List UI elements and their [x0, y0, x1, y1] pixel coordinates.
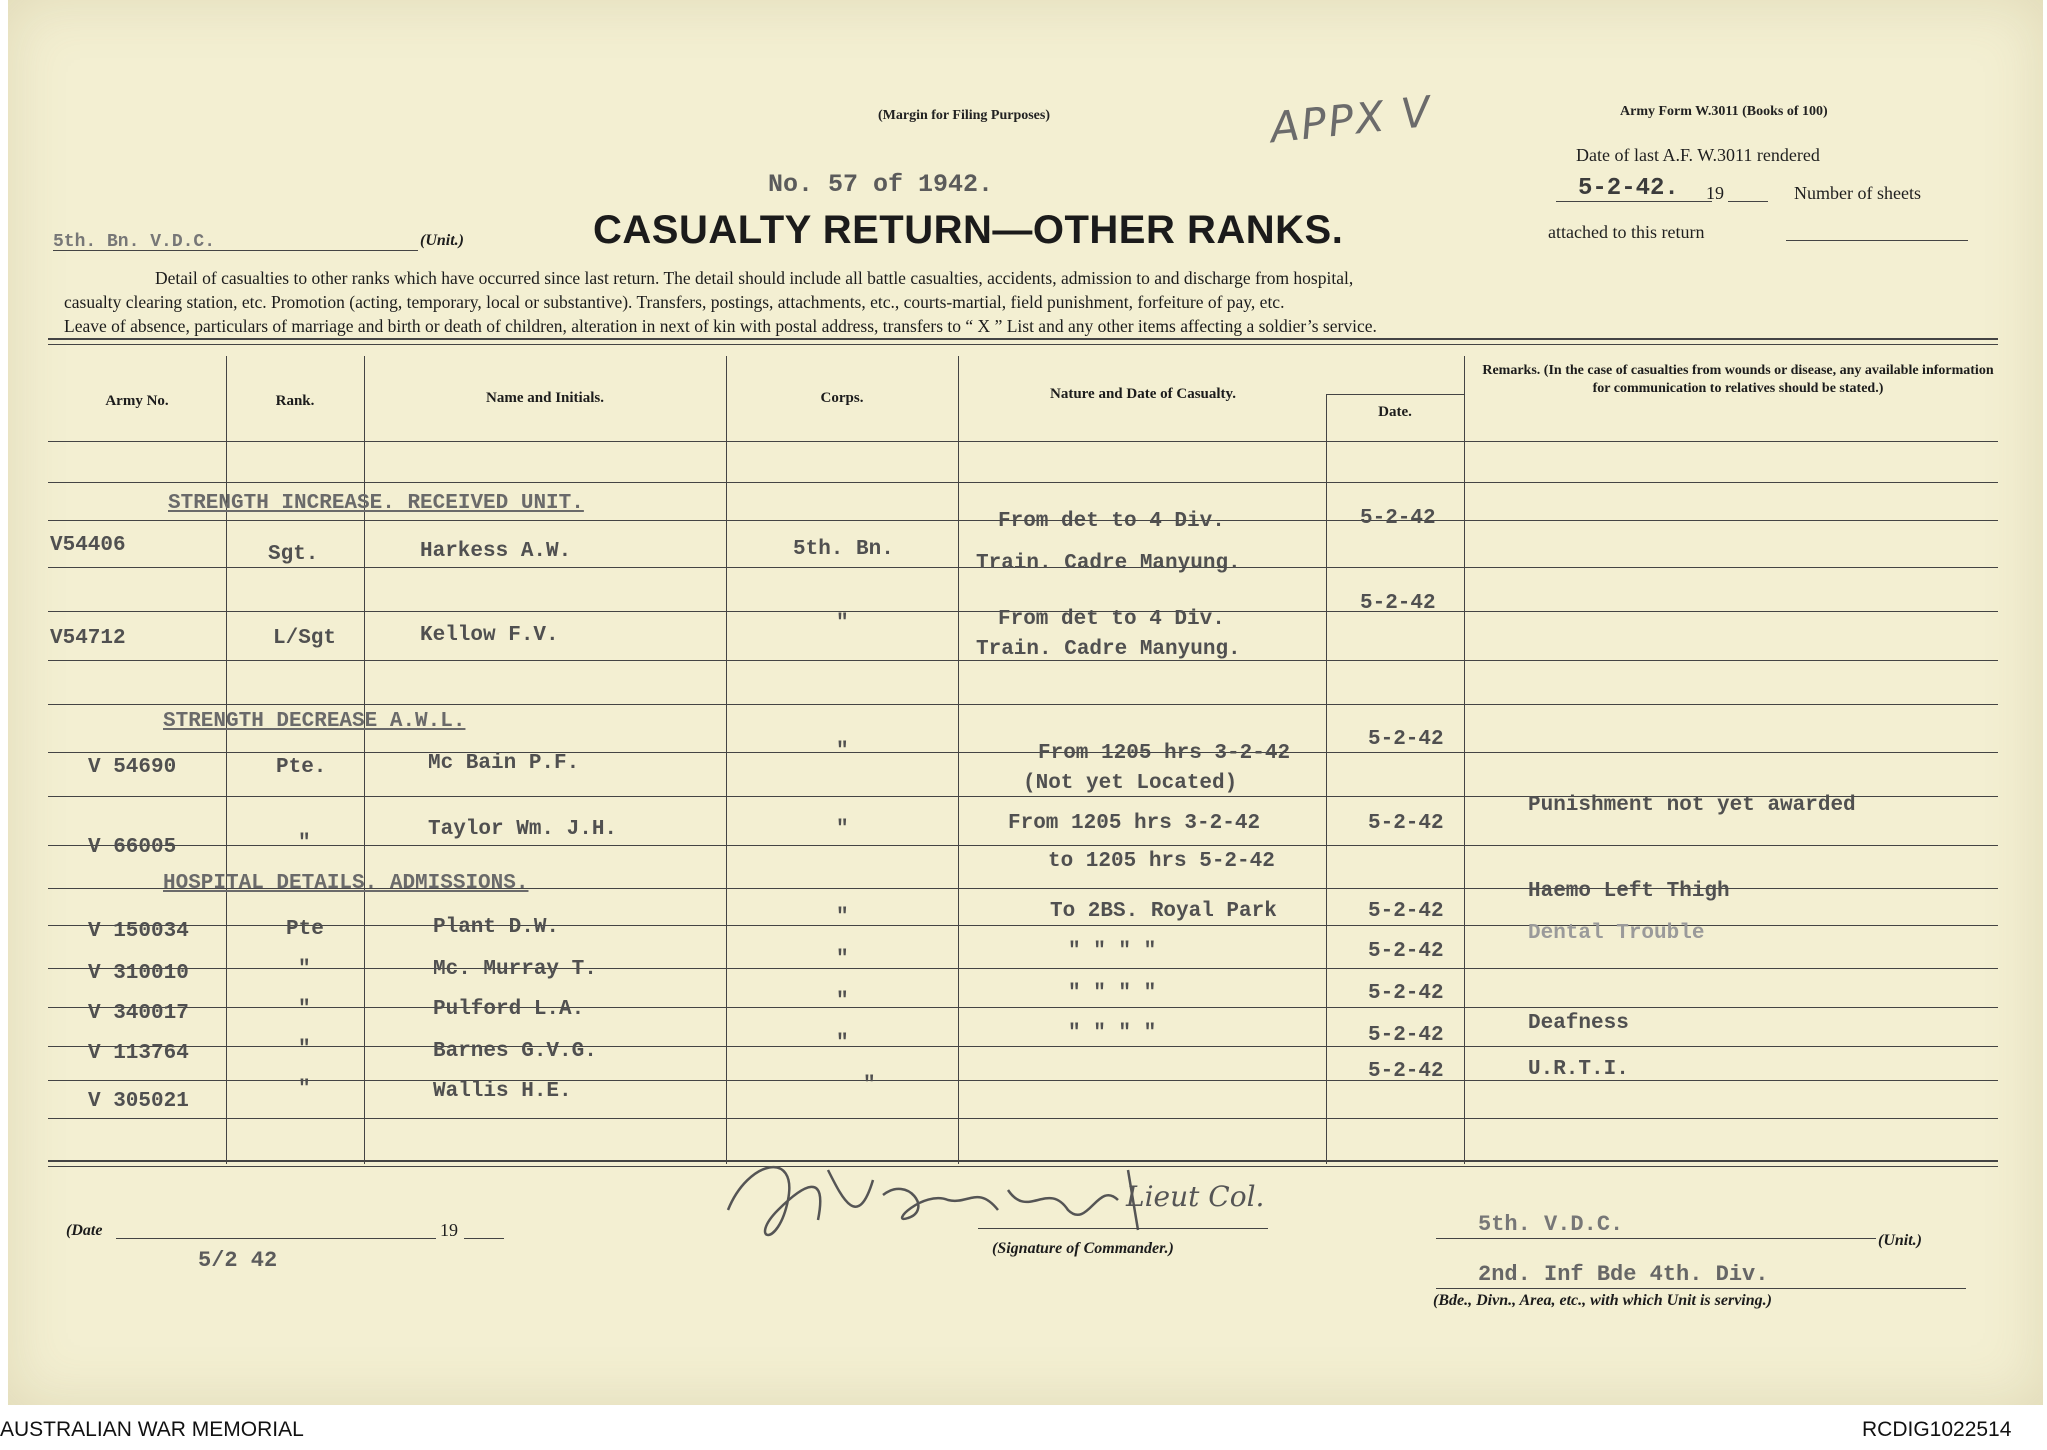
row-rank: L/Sgt	[273, 627, 337, 650]
row-corps: 5th. Bn.	[793, 538, 894, 561]
signature-label: (Signature of Commander.)	[992, 1240, 1174, 1257]
date-value: 5/2 42	[198, 1248, 278, 1273]
date-underline	[116, 1238, 436, 1239]
row-nature-1: From det to 4 Div.	[998, 608, 1225, 631]
form-sheet	[8, 0, 2043, 1405]
row-army-no: V54712	[50, 627, 126, 650]
row-corps: "	[836, 948, 849, 971]
row-nature-1: From det to 4 Div.	[998, 510, 1225, 533]
form-title: CASUALTY RETURN—OTHER RANKS.	[593, 208, 1344, 252]
row-remarks: Haemo Left Thigh	[1528, 880, 1730, 903]
army-form-number: Army Form W.3011 (Books of 100)	[1620, 104, 1828, 119]
row-nature-1: To 2BS. Royal Park	[1050, 900, 1277, 923]
row-name: Taylor Wm. J.H.	[428, 818, 618, 841]
header-bottom-rule	[48, 441, 1998, 442]
row-rule	[48, 845, 1998, 846]
row-name: Plant D.W.	[433, 916, 560, 939]
row-rule	[48, 968, 1998, 969]
row-army-no: V 66005	[88, 836, 177, 859]
margin-note: (Margin for Filing Purposes)	[878, 108, 1051, 123]
row-date: 5-2-42	[1368, 900, 1444, 923]
header-remarks: Remarks. (In the case of casualties from wounds or disease, any available information for communication to relatives should be stated.)	[1482, 363, 1994, 396]
section-heading: STRENGTH DECREASE A.W.L.	[163, 710, 466, 733]
row-corps: "	[836, 1032, 849, 1055]
row-corps: "	[836, 818, 849, 841]
unit-value: 5th. Bn. V.D.C.	[53, 232, 216, 252]
col-divider	[1464, 356, 1465, 1164]
last-rendered-date: 5-2-42.	[1578, 175, 1679, 202]
row-date: 5-2-42	[1368, 1024, 1444, 1047]
table-top-rule	[48, 338, 1998, 340]
unit-footer-label: (Unit.)	[1878, 1232, 1922, 1249]
brigade-label: (Bde., Divn., Area, etc., with which Unit is serving.)	[1433, 1292, 1772, 1309]
date-year-underline	[464, 1238, 504, 1239]
row-remarks: Punishment not yet awarded	[1528, 794, 1856, 817]
detail-line-3: Leave of absence, particulars of marriage and birth or death of children, alteration in next of kin with postal address, transfers to “ X ” List and any other items affecting a soldier’s service.	[64, 316, 1377, 336]
attached-label: attached to this return	[1548, 222, 1705, 242]
row-nature-1: From 1205 hrs 3-2-42	[1038, 742, 1291, 765]
signature-text: Lieut Col.	[1126, 1180, 1265, 1213]
row-date: 5-2-42	[1368, 982, 1444, 1005]
header-rank: Rank.	[275, 393, 315, 409]
year-label: 19	[1706, 183, 1724, 203]
row-rule	[48, 1007, 1998, 1008]
row-rank: "	[298, 1078, 311, 1101]
row-nature-2: (Not yet Located)	[1023, 772, 1238, 795]
row-date: 5-2-42	[1368, 728, 1444, 751]
row-name: Harkess A.W.	[420, 540, 572, 563]
last-rendered-label: Date of last A.F. W.3011 rendered	[1576, 145, 1820, 165]
handwritten-appendix: APPX V	[1267, 86, 1435, 153]
col-divider	[226, 356, 227, 1164]
return-number: No. 57 of 1942.	[768, 170, 994, 199]
row-date: 5-2-42	[1368, 1060, 1444, 1083]
row-corps: "	[836, 906, 849, 929]
row-corps: "	[836, 612, 849, 635]
header-name: Name and Initials.	[486, 390, 604, 406]
row-nature-1: " " " "	[1068, 1022, 1157, 1045]
row-rank: Pte.	[276, 756, 327, 779]
year-underline	[1728, 201, 1768, 202]
row-rank: "	[298, 998, 311, 1021]
row-name: Kellow F.V.	[420, 624, 559, 647]
row-name: Barnes G.V.G.	[433, 1040, 597, 1063]
row-date: 5-2-42	[1368, 812, 1444, 835]
row-nature-2: Train. Cadre Manyung.	[976, 638, 1241, 661]
row-army-no: V 150034	[88, 920, 189, 943]
header-army-no: Army No.	[105, 393, 169, 409]
row-nature-1: " " " "	[1068, 982, 1157, 1005]
row-rank: Pte	[286, 918, 324, 941]
attached-underline	[1786, 240, 1968, 241]
brigade-underline	[1436, 1288, 1966, 1289]
row-name: Mc. Murray T.	[433, 958, 597, 981]
header-date: Date.	[1378, 404, 1412, 420]
header-nature: Nature and Date of Casualty.	[1050, 386, 1236, 402]
row-corps: "	[836, 740, 849, 763]
row-army-no: V54406	[50, 534, 126, 557]
unit-footer-underline	[1436, 1238, 1876, 1239]
row-nature-1: From 1205 hrs 3-2-42	[1008, 812, 1261, 835]
row-date: 5-2-42	[1360, 592, 1436, 615]
row-remarks: U.R.T.I.	[1528, 1058, 1629, 1081]
row-rule	[48, 1080, 1998, 1081]
date-subheader-rule	[1326, 394, 1464, 395]
row-remarks: Dental Trouble	[1528, 922, 1705, 945]
row-army-no: V 305021	[88, 1090, 189, 1113]
row-nature-2: to 1205 hrs 5-2-42	[1048, 850, 1275, 873]
row-rule	[48, 1118, 1998, 1119]
unit-footer-value: 5th. V.D.C.	[1478, 1212, 1624, 1237]
last-rendered-underline	[1556, 201, 1712, 202]
row-remarks: Deafness	[1528, 1012, 1629, 1035]
date-year-label: 19	[440, 1220, 458, 1240]
row-corps: "	[836, 990, 849, 1013]
row-name: Wallis H.E.	[433, 1080, 572, 1103]
col-divider	[726, 356, 727, 1164]
date-label: (Date	[66, 1222, 103, 1239]
row-army-no: V 310010	[88, 962, 189, 985]
row-rank: Sgt.	[268, 543, 319, 566]
unit-label: (Unit.)	[420, 232, 464, 249]
row-army-no: V 340017	[88, 1002, 189, 1025]
archive-credit: AUSTRALIAN WAR MEMORIAL	[0, 1418, 304, 1441]
section-heading: STRENGTH INCREASE. RECEIVED UNIT.	[168, 492, 584, 515]
section-heading: HOSPITAL DETAILS. ADMISSIONS.	[163, 872, 529, 895]
brigade-value: 2nd. Inf Bde 4th. Div.	[1478, 1262, 1769, 1287]
row-rule	[48, 925, 1998, 926]
row-rule	[48, 704, 1998, 705]
sheets-label: Number of sheets	[1794, 183, 1921, 203]
col-divider	[1326, 395, 1327, 1164]
row-rank: "	[298, 1038, 311, 1061]
row-rank: "	[298, 958, 311, 981]
detail-line-1: Detail of casualties to other ranks which have occurred since last return. The detail should include all battle casualties, accidents, admission to and discharge from hospital,	[155, 268, 1354, 288]
archive-id: RCDIG1022514	[1862, 1418, 2012, 1441]
signature-underline	[978, 1228, 1268, 1229]
row-nature-2: Train. Cadre Manyung.	[976, 552, 1241, 575]
row-rule	[48, 752, 1998, 753]
row-name: Pulford L.A.	[433, 998, 585, 1021]
col-divider	[364, 356, 365, 1164]
detail-line-2: casualty clearing station, etc. Promotion (acting, temporary, local or substantive). Transfers, postings, attachments, etc., courts-martial, field punishment, forfeiture of pay, etc.	[64, 292, 1285, 312]
row-name: Mc Bain P.F.	[428, 752, 580, 775]
row-rule	[48, 1046, 1998, 1047]
row-date: 5-2-42	[1360, 507, 1436, 530]
row-rank: "	[298, 832, 311, 855]
row-rule	[48, 482, 1998, 483]
row-army-no: V 54690	[88, 756, 177, 779]
row-corps: "	[863, 1074, 876, 1097]
header-corps: Corps.	[820, 390, 864, 406]
row-date: 5-2-42	[1368, 940, 1444, 963]
row-army-no: V 113764	[88, 1042, 189, 1065]
table-top-rule-2	[48, 344, 1998, 345]
unit-underline	[53, 250, 418, 251]
row-nature-1: " " " "	[1068, 940, 1157, 963]
col-divider	[958, 356, 959, 1164]
